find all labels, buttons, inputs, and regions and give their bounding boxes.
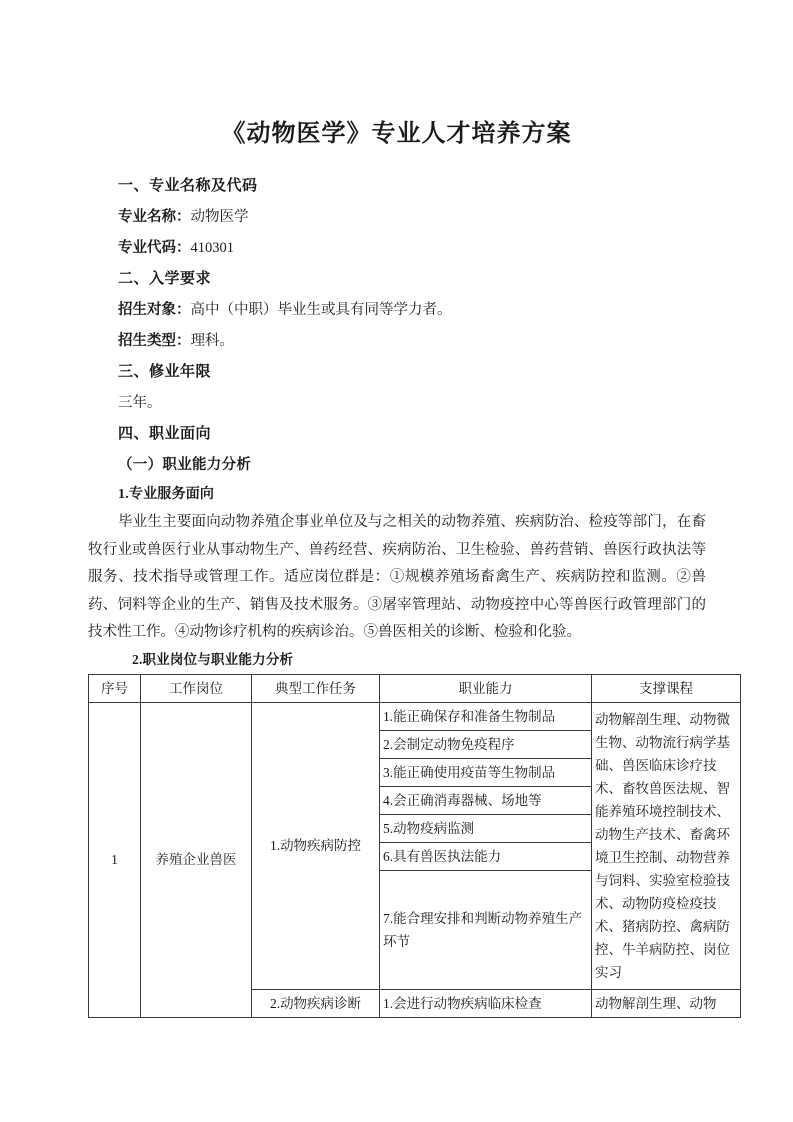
enrollment-target-value: 高中（中职）毕业生或具有同等学力者。 xyxy=(190,302,452,318)
section-heading-4: 四、职业面向 xyxy=(118,426,212,442)
study-duration-text: 三年。 xyxy=(118,395,162,411)
enrollment-type-value: 理科。 xyxy=(190,333,234,349)
cell-ability-6: 6.具有兽医执法能力 xyxy=(380,842,592,870)
cell-ability-last: 1.会进行动物疾病临床检查 xyxy=(380,989,592,1017)
table-header-course: 支撑课程 xyxy=(592,674,741,702)
major-code-value: 410301 xyxy=(190,240,234,256)
table-header-row xyxy=(89,674,741,702)
major-code-label: 专业代码： xyxy=(118,240,191,256)
cell-typical-task-1: 1.动物疾病防控 xyxy=(252,702,380,989)
enrollment-type-line xyxy=(88,326,706,357)
job-ability-table xyxy=(88,674,741,1018)
cell-row-number: 1 xyxy=(89,702,141,1017)
cell-ability-4: 4.会正确消毒器械、场地等 xyxy=(380,786,592,814)
table-header-ability: 职业能力 xyxy=(380,674,592,702)
cell-ability-1: 1.能正确保存和准备生物制品 xyxy=(380,702,592,730)
cell-ability-5: 5.动物疫病监测 xyxy=(380,814,592,842)
table-row xyxy=(89,702,741,730)
major-name-label: 专业名称： xyxy=(118,209,191,225)
section-heading-3: 三、修业年限 xyxy=(118,364,212,380)
enrollment-target-line xyxy=(88,295,706,326)
document-body xyxy=(0,151,793,1018)
cell-supporting-course-1: 动物解剖生理、动物微生物、动物流行病学基础、兽医临床诊疗技术、畜牧兽医法规、智能养殖环境控制技术、动物生产技术、畜禽环境卫生控制、动物营养与饲料、实验室检验技术、动物防疫检疫技术、猪病防控、禽病防控、牛羊病防控、岗位实习 xyxy=(592,702,741,989)
enrollment-target-label: 招生对象： xyxy=(118,302,191,318)
cell-work-post: 养殖企业兽医 xyxy=(141,702,252,1017)
subsection-heading-career-ability: （一）职业能力分析 xyxy=(118,457,252,473)
major-name-line xyxy=(88,202,706,233)
table-header-task: 典型工作任务 xyxy=(252,674,380,702)
service-orientation-paragraph: 毕业生主要面向动物养殖企事业单位及与之相关的动物养殖、疾病防治、检疫等部门，在畜牧行业或兽医行业从事动物生产、兽药经营、疾病防治、卫生检验、兽药营销、兽医行政执法等服务、技术指导或管理工作。适应岗位群是：①规模养殖场畜禽生产、疾病防控和监测。②兽药、饲料等企业的生产、销售及技术服务。③屠宰管理站、动物疫控中心等兽医行政管理部门的技术性工作。④动物诊疗机构的疾病诊治。⑤兽医相关的诊断、检验和化验。 xyxy=(88,514,706,640)
subsection-heading-service-orientation: 1.专业服务面向 xyxy=(118,487,215,502)
page-title: 《动物医学》专业人才培养方案 xyxy=(221,121,572,147)
enrollment-type-label: 招生类型： xyxy=(118,333,191,349)
cell-supporting-course-last: 动物解剖生理、动物 xyxy=(592,989,741,1017)
cell-ability-7: 7.能合理安排和判断动物养殖生产环节 xyxy=(380,870,592,989)
cell-typical-task-2: 2.动物疾病诊断 xyxy=(252,989,380,1017)
subsection-heading-job-ability-analysis: 2.职业岗位与职业能力分析 xyxy=(132,651,294,667)
major-name-value: 动物医学 xyxy=(190,209,249,225)
major-code-line xyxy=(88,233,706,264)
cell-ability-2: 2.会制定动物免疫程序 xyxy=(380,730,592,758)
cell-ability-3: 3.能正确使用疫苗等生物制品 xyxy=(380,758,592,786)
section-heading-1: 一、专业名称及代码 xyxy=(118,178,258,194)
table-header-post: 工作岗位 xyxy=(141,674,252,702)
section-heading-2: 二、入学要求 xyxy=(118,271,212,287)
table-header-num: 序号 xyxy=(89,674,141,702)
